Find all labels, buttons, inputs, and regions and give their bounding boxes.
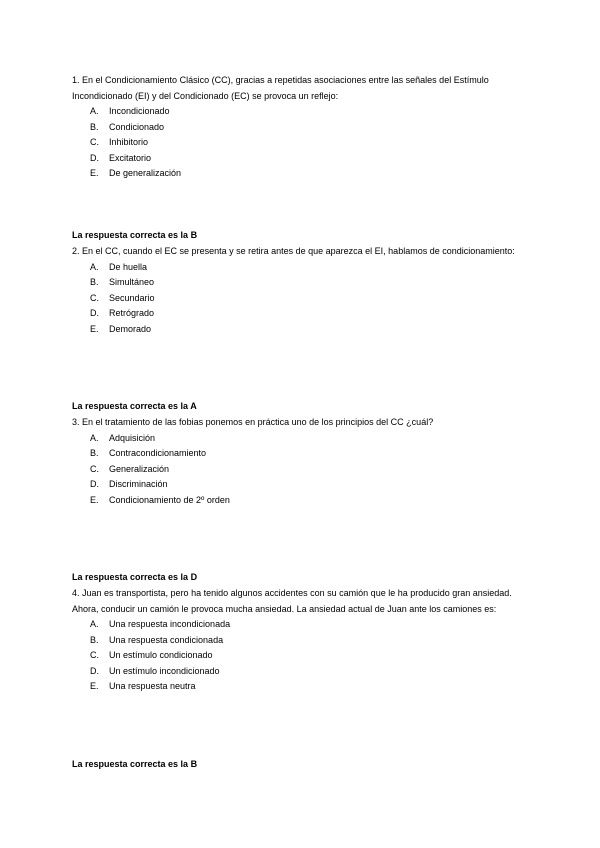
option-e — [90, 166, 532, 182]
question-text: 3. En el tratamiento de las fobias ponemos en práctica uno de los principios del CC ¿cuál? — [72, 417, 434, 427]
option-text: Un estímulo condicionado — [109, 650, 213, 660]
option-a — [90, 617, 532, 633]
option-list — [72, 104, 532, 182]
option-text: De huella — [109, 261, 148, 272]
option-text: Generalización — [109, 463, 170, 474]
option-text: Condicionado — [109, 121, 165, 132]
option-c — [90, 648, 532, 664]
question-text: 4. Juan es transportista, pero ha tenido algunos accidentes con su camión que le ha producido gran ansiedad. Ahora, conducir un camión le provoca mucha ansiedad. La ansiedad actual de Juan ante los camiones es: — [72, 588, 512, 614]
option-letter: E. — [90, 168, 99, 178]
option-b — [90, 275, 532, 291]
option-letter: E. — [90, 681, 99, 691]
option-text: Retrógrado — [109, 308, 155, 318]
option-letter: D. — [90, 479, 99, 489]
question-2 — [72, 244, 532, 337]
option-letter: C. — [90, 650, 99, 660]
option-c — [90, 135, 532, 151]
option-letter: D. — [90, 152, 99, 163]
option-e — [90, 322, 532, 338]
option-letter: B. — [90, 121, 99, 132]
option-d — [90, 306, 532, 322]
option-letter: D. — [90, 665, 99, 676]
option-letter: B. — [90, 448, 99, 458]
option-text: Condicionamiento de 2º orden — [109, 494, 230, 505]
option-text: Discriminación — [109, 479, 168, 489]
option-text: Inhibitorio — [109, 137, 149, 147]
option-text: Excitatorio — [109, 152, 152, 163]
option-letter: A. — [90, 106, 99, 116]
option-text: Incondicionado — [109, 106, 170, 116]
option-b — [90, 446, 532, 462]
option-e — [90, 493, 532, 509]
option-letter: B. — [90, 634, 99, 645]
option-letter: A. — [90, 261, 99, 272]
option-text: Una respuesta neutra — [109, 681, 196, 691]
option-a — [90, 104, 532, 120]
question-text: 1. En el Condicionamiento Clásico (CC), gracias a repetidas asociaciones entre las señales del Estímulo Incondicionado (EI) y del Condicionado (EC) se provoca un reflejo: — [72, 75, 489, 101]
option-text: Una respuesta incondicionada — [109, 619, 231, 629]
option-a — [90, 260, 532, 276]
option-d — [90, 477, 532, 493]
question-1 — [72, 73, 532, 182]
option-letter: A. — [90, 619, 99, 629]
option-d — [90, 664, 532, 680]
question-text: 2. En el CC, cuando el EC se presenta y se retira antes de que aparezca el EI, hablamos de condicionamiento: — [72, 246, 515, 256]
question-4 — [72, 586, 532, 695]
option-b — [90, 633, 532, 649]
question-3 — [72, 415, 532, 508]
option-list — [72, 260, 532, 338]
answer-3: La respuesta correcta es la D — [72, 572, 198, 582]
option-c — [90, 291, 532, 307]
option-e — [90, 679, 532, 695]
option-letter: B. — [90, 277, 99, 287]
option-letter: C. — [90, 463, 99, 474]
option-text: Adquisición — [109, 432, 156, 443]
option-text: Una respuesta condicionada — [109, 634, 224, 645]
option-c — [90, 462, 532, 478]
option-text: De generalización — [109, 168, 182, 178]
option-text: Demorado — [109, 323, 152, 334]
answer-1: La respuesta correcta es la B — [72, 230, 198, 240]
option-b — [90, 120, 532, 136]
option-letter: E. — [90, 323, 99, 334]
option-text: Contracondicionamiento — [109, 448, 207, 458]
option-list — [72, 431, 532, 509]
option-letter: E. — [90, 494, 99, 505]
option-letter: C. — [90, 137, 99, 147]
option-list — [72, 617, 532, 695]
option-text: Secundario — [109, 292, 155, 303]
option-text: Un estímulo incondicionado — [109, 665, 220, 676]
option-letter: D. — [90, 308, 99, 318]
answer-4: La respuesta correcta es la B — [72, 759, 198, 769]
option-text: Simultáneo — [109, 277, 155, 287]
option-letter: A. — [90, 432, 99, 443]
option-d — [90, 151, 532, 167]
option-letter: C. — [90, 292, 99, 303]
answer-2: La respuesta correcta es la A — [72, 401, 197, 411]
option-a — [90, 431, 532, 447]
